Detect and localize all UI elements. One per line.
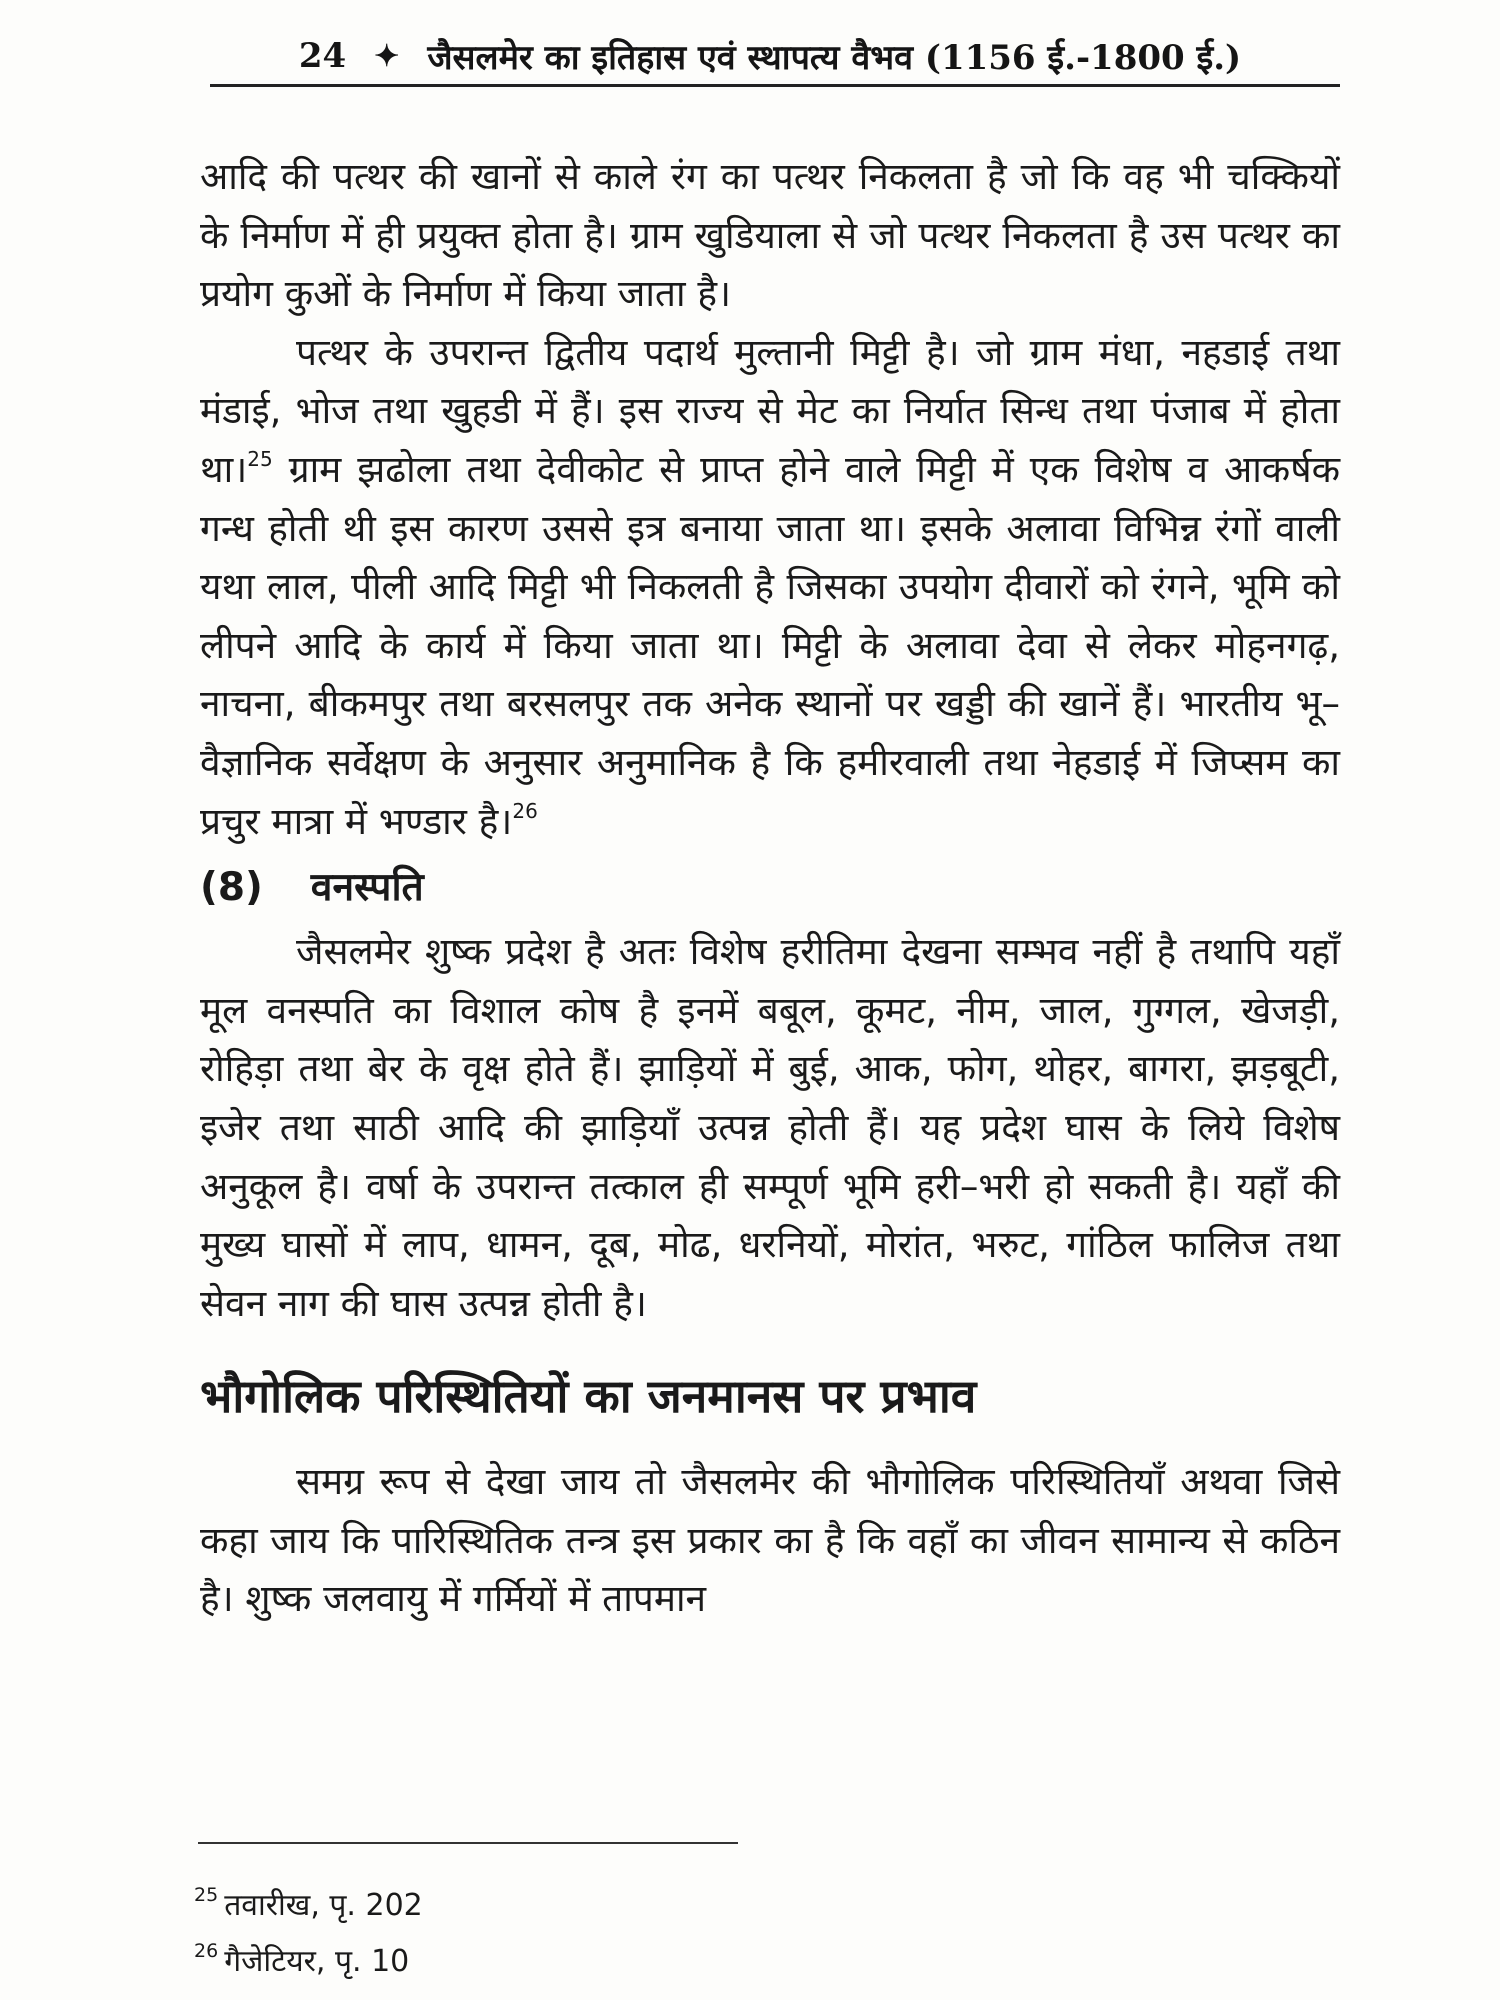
paragraph-text-part2: ग्राम झढोला तथा देवीकोट से प्राप्त होने वाले मिट्टी में एक विशेष व आकर्षक गन्ध होती थी इस कारण उससे इत्र बनाया जाता था। इसके अलावा विभिन्न रंगों वाली यथा लाल, पीली आदि मिट्टी भी निकलती है जिसका उपयोग दीवारों को रंगने, भूमि को लीपने आदि के कार्य में किया जाता था। मिट्टी के अलावा देवा से लेकर मोहनगढ़, नाचना, बीकमपुर तथा बरसलपुर तक अनेक स्थानों पर खड्डी की खानें हैं। भारतीय भू–वैज्ञानिक सर्वेक्षण के अनुसार अनुमानिक है कि हमीरवाली तथा नेहडाई में जिप्सम का प्रचुर मात्रा में भण्डार है। [200, 447, 1340, 843]
paragraph-multani-mitti [200, 324, 1340, 851]
footnote-item [194, 1878, 423, 1934]
star-separator-icon: ✦ [374, 38, 400, 74]
header-divider [210, 84, 1340, 87]
section-heading-vanaspati [200, 857, 1340, 919]
paragraph-text-part1: पत्थर के उपरान्त द्वितीय पदार्थ मुल्तानी मिट्टी है। जो ग्राम मंधा, नहडाई तथा मंडाई, भोज तथा खुहडी में हैं। इस राज्य से मेट का निर्यात सिन्ध तथा पंजाब में होता था। [200, 330, 1340, 491]
running-header [200, 30, 1340, 82]
footnote-number: 25 [194, 1884, 219, 1906]
footnotes [194, 1878, 423, 1990]
footnote-ref-26[interactable]: 26 [512, 798, 538, 823]
page-number: 24 [298, 36, 347, 76]
footnote-number: 26 [194, 1940, 219, 1962]
paragraph-continued: आदि की पत्थर की खानों से काले रंग का पत्थर निकलता है जो कि वह भी चक्कियों के निर्माण में ही प्रयुक्त होता है। ग्राम खुडियाला से जो पत्थर निकलता है उस पत्थर का प्रयोग कुओं के निर्माण में किया जाता है। [200, 155, 1340, 316]
book-page [194, 30, 1340, 1979]
footnote-ref-25[interactable]: 25 [247, 446, 273, 471]
footnote-text: गैजेटियर, पृ. 10 [224, 1944, 410, 1979]
paragraph-vanaspati: जैसलमेर शुष्क प्रदेश है अतः विशेष हरीतिमा देखना सम्भव नहीं है तथापि यहाँ मूल वनस्पति का विशाल कोष है इनमें बबूल, कूमट, नीम, जाल, गुग्गल, खेजड़ी, रोहिड़ा तथा बेर के वृक्ष होते हैं। झाड़ियों में बुई, आक, फोग, थोहर, बागरा, झड़बूटी, इजेर तथा साठी आदि की झाड़ियाँ उत्पन्न होती हैं। यह प्रदेश घास के लिये विशेष अनुकूल है। वर्षा के उपरान्त तत्काल ही सम्पूर्ण भूमि हरी–भरी हो सकती है। यहाँ की मुख्य घासों में लाप, धामन, दूब, मोढ, धरनियों, मोरांत, भरुट, गांठिल फालिज तथा सेवन नाग की घास उत्पन्न होती है। [200, 930, 1340, 1325]
paragraph-geographic-impact: समग्र रूप से देखा जाय तो जैसलमेर की भौगोलिक परिस्थितियाँ अथवा जिसे कहा जाय कि पारिस्थितिक तन्त्र इस प्रकार का है कि वहाँ का जीवन सामान्य से कठिन है। शुष्क जलवायु में गर्मियों में तापमान [200, 1460, 1340, 1621]
footnote-item [194, 1934, 423, 1990]
book-title: जैसलमेर का इतिहास एवं स्थापत्य वैभव (1156 ई.-1800 ई.) [427, 38, 1242, 78]
page-body [200, 148, 1340, 1629]
heading-geographic-impact: भौगोलिक परिस्थितियों का जनमानस पर प्रभाव [200, 1369, 977, 1424]
section-number: (8) [200, 865, 263, 911]
section-title: वनस्पति [310, 865, 424, 911]
footnote-text: तवारीख, पृ. 202 [224, 1888, 423, 1923]
footnote-divider [198, 1842, 738, 1844]
